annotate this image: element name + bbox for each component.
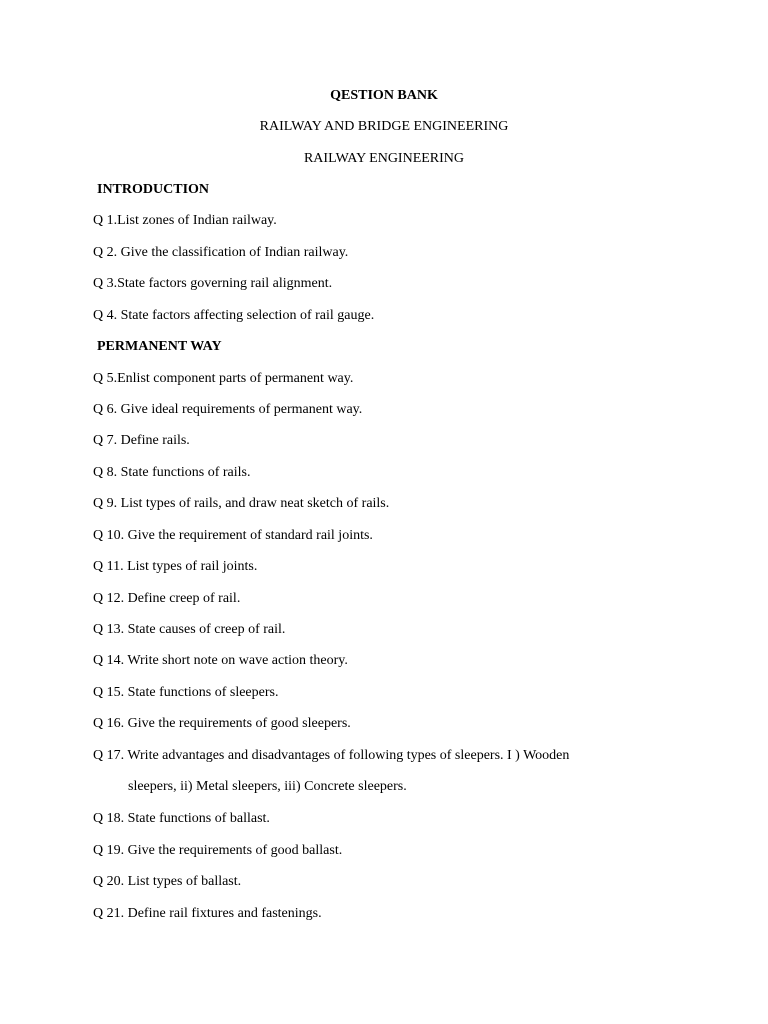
question-item: Q 1.List zones of Indian railway. bbox=[93, 213, 277, 228]
question-item: Q 14. Write short note on wave action theory. bbox=[93, 653, 348, 668]
question-item: Q 4. State factors affecting selection of rail gauge. bbox=[93, 308, 375, 323]
document-title: QESTION BANK bbox=[330, 88, 438, 103]
question-item: Q 11. List types of rail joints. bbox=[93, 559, 258, 574]
question-item: Q 12. Define creep of rail. bbox=[93, 591, 241, 606]
question-item: Q 16. Give the requirements of good sleepers. bbox=[93, 716, 351, 731]
question-item: Q 15. State functions of sleepers. bbox=[93, 685, 279, 700]
question-item: Q 10. Give the requirement of standard rail joints. bbox=[93, 528, 373, 543]
section-heading-permanent-way: PERMANENT WAY bbox=[97, 339, 222, 354]
section-heading-introduction: INTRODUCTION bbox=[97, 182, 210, 197]
question-item-continuation: sleepers, ii) Metal sleepers, iii) Concrete sleepers. bbox=[128, 779, 407, 794]
question-item: Q 20. List types of ballast. bbox=[93, 874, 242, 889]
question-item: Q 2. Give the classification of Indian railway. bbox=[93, 245, 349, 260]
question-item: Q 8. State functions of rails. bbox=[93, 465, 251, 480]
question-item: Q 6. Give ideal requirements of permanent way. bbox=[93, 402, 363, 417]
document-part: RAILWAY ENGINEERING bbox=[303, 151, 465, 166]
question-item: Q 21. Define rail fixtures and fastenings. bbox=[93, 906, 322, 921]
question-item: Q 13. State causes of creep of rail. bbox=[93, 622, 286, 637]
question-item: Q 19. Give the requirements of good ballast. bbox=[93, 843, 343, 858]
question-item: Q 17. Write advantages and disadvantages of following types of sleepers. I ) Wooden bbox=[93, 748, 570, 763]
question-item: Q 5.Enlist component parts of permanent way. bbox=[93, 371, 354, 386]
document-subject: RAILWAY AND BRIDGE ENGINEERING bbox=[259, 119, 509, 134]
question-item: Q 3.State factors governing rail alignment. bbox=[93, 276, 333, 291]
question-item: Q 18. State functions of ballast. bbox=[93, 811, 270, 826]
question-item: Q 9. List types of rails, and draw neat sketch of rails. bbox=[93, 496, 390, 511]
question-item: Q 7. Define rails. bbox=[93, 433, 190, 448]
